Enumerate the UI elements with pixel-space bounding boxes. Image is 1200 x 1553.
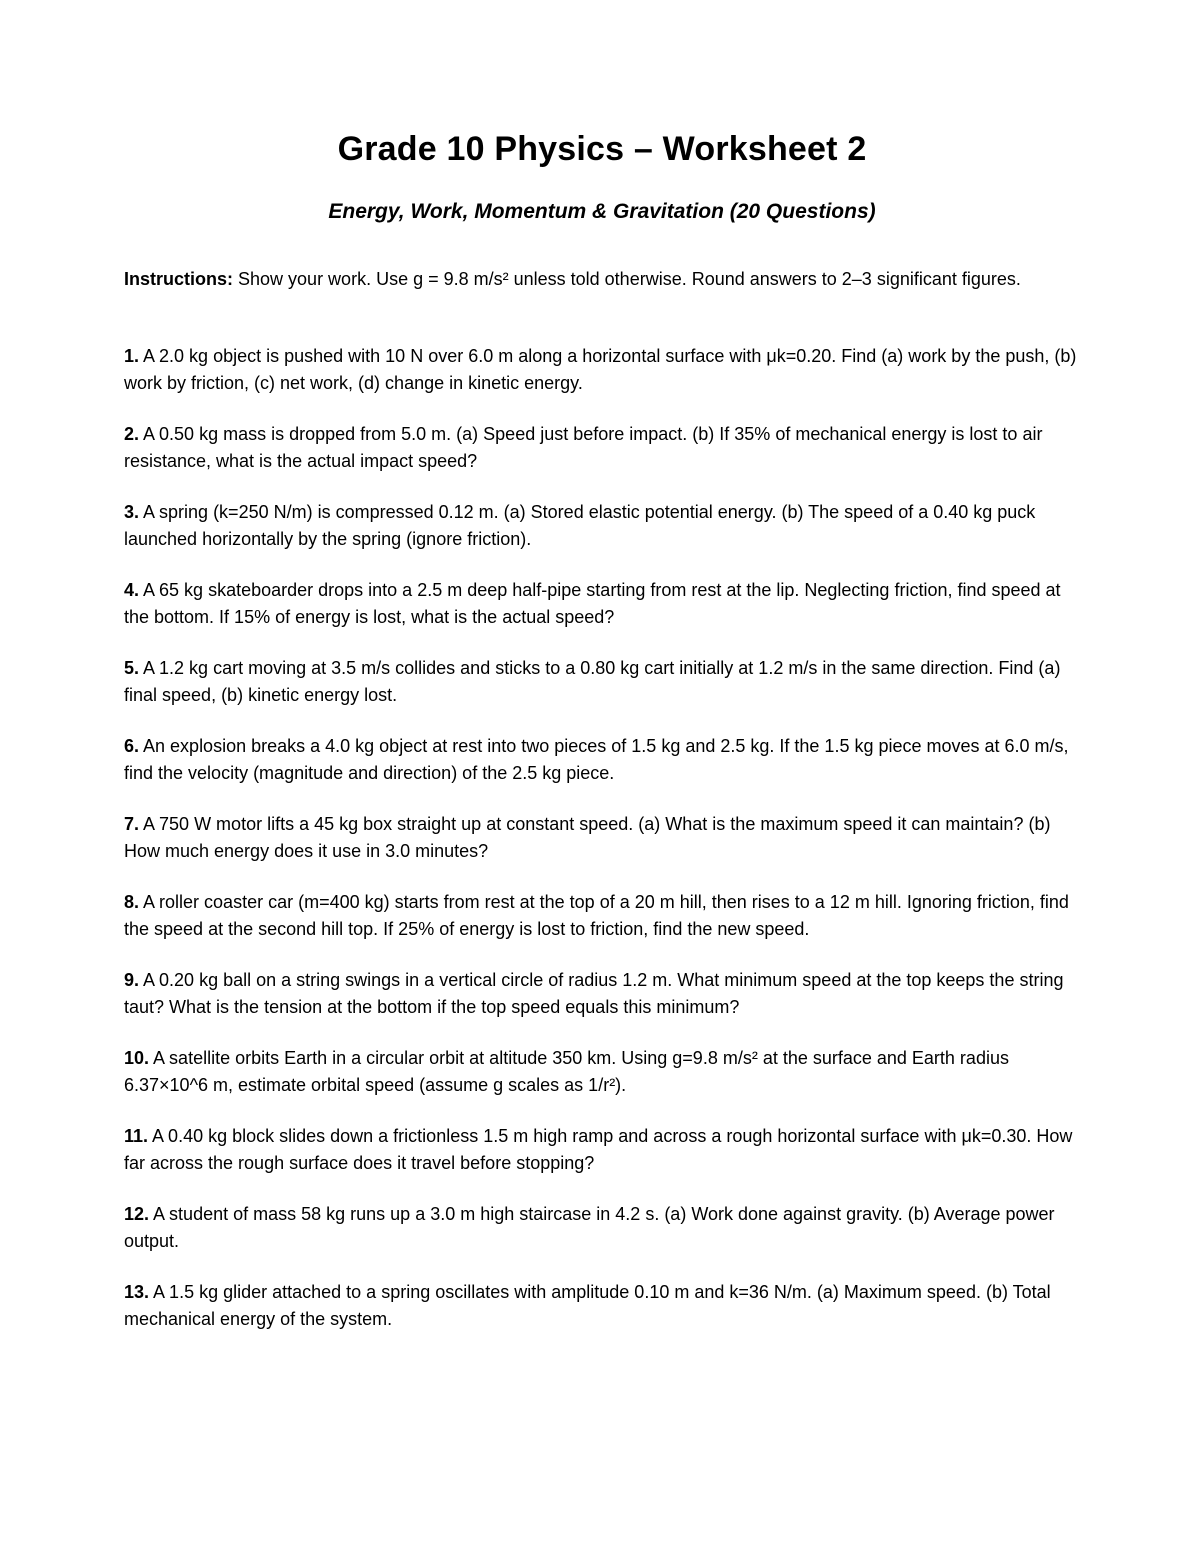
worksheet-page [124,128,1080,1357]
question-number: 6. [124,736,140,756]
question-number: 8. [124,892,140,912]
question-7 [124,811,1080,865]
question-4 [124,577,1080,631]
question-text: A roller coaster car (m=400 kg) starts from rest at the top of a 20 m hill, then rises to a 12 m hill. Ignoring friction, find the speed at the second hill top. If 25% of energy is lost to friction, find the new speed. [124,892,1069,939]
question-number: 2. [124,424,140,444]
instructions [124,266,1080,293]
question-number: 1. [124,346,140,366]
question-11 [124,1123,1080,1177]
question-number: 4. [124,580,140,600]
question-10 [124,1045,1080,1099]
question-number: 3. [124,502,140,522]
question-13 [124,1279,1080,1333]
page-subtitle: Energy, Work, Momentum & Gravitation (20 Questions) [328,200,876,223]
question-number: 5. [124,658,140,678]
page-title: Grade 10 Physics – Worksheet 2 [337,130,867,168]
question-text: A 1.2 kg cart moving at 3.5 m/s collides and sticks to a 0.80 kg cart initially at 1.2 m/s in the same direction. Find (a) final speed, (b) kinetic energy lost. [124,658,1061,705]
question-9 [124,967,1080,1021]
question-6 [124,733,1080,787]
question-5 [124,655,1080,709]
question-3 [124,499,1080,553]
question-8 [124,889,1080,943]
question-text: A 750 W motor lifts a 45 kg box straight up at constant speed. (a) What is the maximum speed it can maintain? (b) How much energy does it use in 3.0 minutes? [124,814,1051,861]
question-number: 10. [124,1048,150,1068]
question-text: A 0.40 kg block slides down a frictionless 1.5 m high ramp and across a rough horizontal surface with μk=0.30. How far across the rough surface does it travel before stopping? [124,1126,1073,1173]
question-12 [124,1201,1080,1255]
question-text: A student of mass 58 kg runs up a 3.0 m high staircase in 4.2 s. (a) Work done against gravity. (b) Average power output. [124,1204,1055,1251]
question-number: 7. [124,814,140,834]
question-text: A spring (k=250 N/m) is compressed 0.12 m. (a) Stored elastic potential energy. (b) The speed of a 0.40 kg puck launched horizontally by the spring (ignore friction). [124,502,1036,549]
question-1 [124,343,1080,397]
question-number: 13. [124,1282,150,1302]
instructions-text: Show your work. Use g = 9.8 m/s² unless told otherwise. Round answers to 2–3 significant figures. [233,269,1021,289]
question-text: A 2.0 kg object is pushed with 10 N over 6.0 m along a horizontal surface with μk=0.20. Find (a) work by the push, (b) work by friction, (c) net work, (d) change in kinetic energy. [124,346,1077,393]
question-text: A 65 kg skateboarder drops into a 2.5 m deep half-pipe starting from rest at the lip. Neglecting friction, find speed at the bottom. If 15% of energy is lost, what is the actual speed? [124,580,1061,627]
instructions-label: Instructions: [124,269,234,289]
question-2 [124,421,1080,475]
question-number: 12. [124,1204,150,1224]
question-text: A 1.5 kg glider attached to a spring oscillates with amplitude 0.10 m and k=36 N/m. (a) Maximum speed. (b) Total mechanical energy of the system. [124,1282,1051,1329]
question-number: 11. [124,1126,149,1146]
question-text: A 0.20 kg ball on a string swings in a vertical circle of radius 1.2 m. What minimum speed at the top keeps the string taut? What is the tension at the bottom if the top speed equals this minimum? [124,970,1064,1017]
question-number: 9. [124,970,140,990]
question-text: A satellite orbits Earth in a circular orbit at altitude 350 km. Using g=9.8 m/s² at the surface and Earth radius 6.37×10^6 m, estimate orbital speed (assume g scales as 1/r²). [124,1048,1009,1095]
question-text: An explosion breaks a 4.0 kg object at rest into two pieces of 1.5 kg and 2.5 kg. If the 1.5 kg piece moves at 6.0 m/s, find the velocity (magnitude and direction) of the 2.5 kg piece. [124,736,1069,783]
question-list [124,343,1080,1333]
question-text: A 0.50 kg mass is dropped from 5.0 m. (a) Speed just before impact. (b) If 35% of mechanical energy is lost to air resistance, what is the actual impact speed? [124,424,1043,471]
